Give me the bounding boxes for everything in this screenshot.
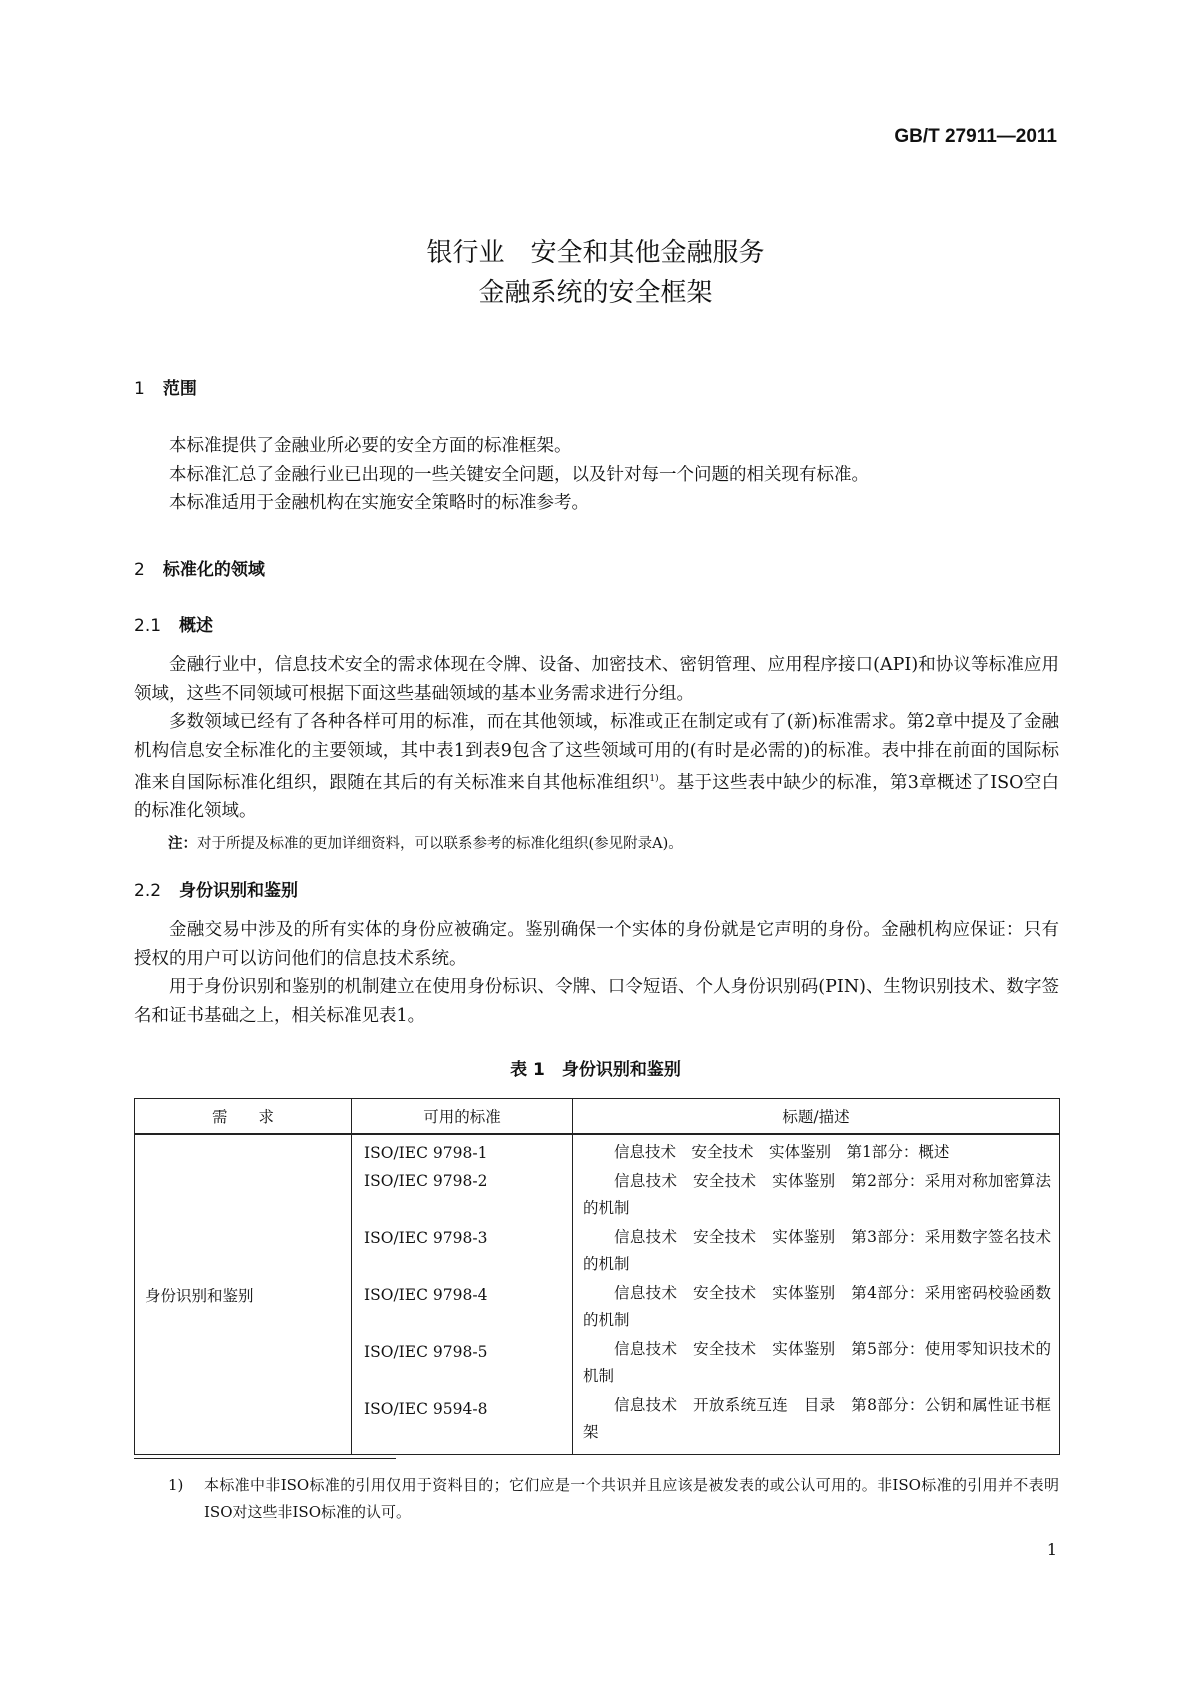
table-caption: 表 1 身份识别和鉴别 — [510, 1060, 681, 1080]
section-title: 概述 — [179, 616, 214, 636]
paragraph: 金融交易中涉及的所有实体的身份应被确定。鉴别确保一个实体的身份就是它声明的身份。金融机构应保证：只有授权的用户可以访问他们的信息技术系统。 — [134, 920, 1059, 969]
standard-title: 信息技术 安全技术 实体鉴别 第3部分：采用数字签名技术的机制 — [583, 1228, 1051, 1273]
section-1-heading — [134, 374, 197, 399]
table-row — [135, 1134, 1060, 1455]
column-header: 需 求 — [135, 1099, 352, 1135]
standard-id: ISO/IEC 9594-8 — [364, 1400, 488, 1418]
section-2-1-body — [134, 651, 1059, 826]
section-1-body — [134, 432, 1059, 518]
paragraph-text: 多数领域已经有了各种各样可用的标准，而在其他领域，标准或正在制定或有了(新)标准需求。第2章中提及了金融机构信息安全标准化的主要领域，其中表1到表9包含了这些领域可用的(有时是必需的)的标准。表中排在前面的国际标准来自国际标准化组织，跟随在其后的有关标准来自其他标准组织 — [134, 712, 1059, 793]
standard-title: 信息技术 安全技术 实体鉴别 第1部分：概述 — [614, 1143, 950, 1161]
paragraph — [134, 708, 1059, 826]
page-number: 1 — [1046, 1540, 1057, 1559]
note — [168, 832, 683, 853]
paragraph-text: 。基于这些表中缺少的标准，第3章概述了ISO空白的标准化领域。 — [134, 772, 1060, 822]
footnote — [168, 1472, 1059, 1526]
title-line-1: 银行业 安全和其他金融服务 — [426, 238, 765, 268]
standards-table — [134, 1098, 1060, 1455]
standard-title: 信息技术 开放系统互连 目录 第8部分：公钥和属性证书框架 — [583, 1396, 1051, 1441]
standard-id: ISO/IEC 9798-5 — [364, 1343, 488, 1361]
section-2-2-heading — [134, 876, 298, 901]
section-number: 1 — [134, 379, 145, 399]
standard-code: GB/T 27911—2011 — [894, 126, 1057, 147]
standard-title: 信息技术 安全技术 实体鉴别 第2部分：采用对称加密算法的机制 — [583, 1172, 1051, 1217]
standard-title: 信息技术 安全技术 实体鉴别 第4部分：采用密码校验函数的机制 — [583, 1284, 1051, 1329]
paragraph: 本标准汇总了金融行业已出现的一些关键安全问题，以及针对每一个问题的相关现有标准。 — [169, 464, 869, 485]
section-2-1-heading — [134, 611, 213, 636]
standard-id: ISO/IEC 9798-3 — [364, 1229, 488, 1247]
descriptions-cell — [573, 1134, 1060, 1455]
note-text: 对于所提及标准的更加详细资料，可以联系参考的标准化组织(参见附录A)。 — [197, 836, 683, 852]
standard-id: ISO/IEC 9798-2 — [364, 1172, 488, 1190]
section-title: 范围 — [162, 379, 197, 399]
requirement-cell: 身份识别和鉴别 — [135, 1134, 352, 1455]
column-header: 标题/描述 — [573, 1099, 1060, 1135]
column-header: 可用的标准 — [352, 1099, 573, 1135]
paragraph: 本标准适用于金融机构在实施安全策略时的标准参考。 — [169, 493, 589, 513]
section-2-2-body — [134, 916, 1059, 1030]
section-number: 2.1 — [134, 616, 162, 636]
section-number: 2 — [134, 560, 145, 580]
table-header-row — [135, 1099, 1060, 1135]
section-number: 2.2 — [134, 881, 162, 901]
section-title: 身份识别和鉴别 — [179, 881, 299, 901]
paragraph: 金融行业中，信息技术安全的需求体现在令牌、设备、加密技术、密钥管理、应用程序接口(API)和协议等标准应用领域，这些不同领域可根据下面这些基础领域的基本业务需求进行分组。 — [134, 655, 1059, 704]
standard-title: 信息技术 安全技术 实体鉴别 第5部分：使用零知识技术的机制 — [583, 1340, 1051, 1385]
footnote-text: 本标准中非ISO标准的引用仅用于资料目的；它们应是一个共识并且应该是被发表的或公认可用的。非ISO标准的引用并不表明ISO对这些非ISO标准的认可。 — [204, 1476, 1059, 1521]
paragraph: 本标准提供了金融业所必要的安全方面的标准框架。 — [169, 436, 572, 456]
title-line-2: 金融系统的安全框架 — [478, 278, 713, 308]
standard-id: ISO/IEC 9798-4 — [364, 1286, 488, 1304]
footnote-number: 1) — [168, 1476, 184, 1494]
footnote-divider — [134, 1458, 396, 1459]
standards-cell — [352, 1134, 573, 1455]
section-2-heading — [134, 555, 265, 580]
footnote-ref: 1) — [649, 774, 659, 784]
section-title: 标准化的领域 — [162, 560, 265, 580]
standard-id: ISO/IEC 9798-1 — [364, 1144, 488, 1162]
paragraph: 用于身份识别和鉴别的机制建立在使用身份标识、令牌、口令短语、个人身份识别码(PIN)、生物识别技术、数字签名和证书基础之上，相关标准见表1。 — [134, 977, 1059, 1026]
note-label: 注： — [168, 836, 197, 852]
